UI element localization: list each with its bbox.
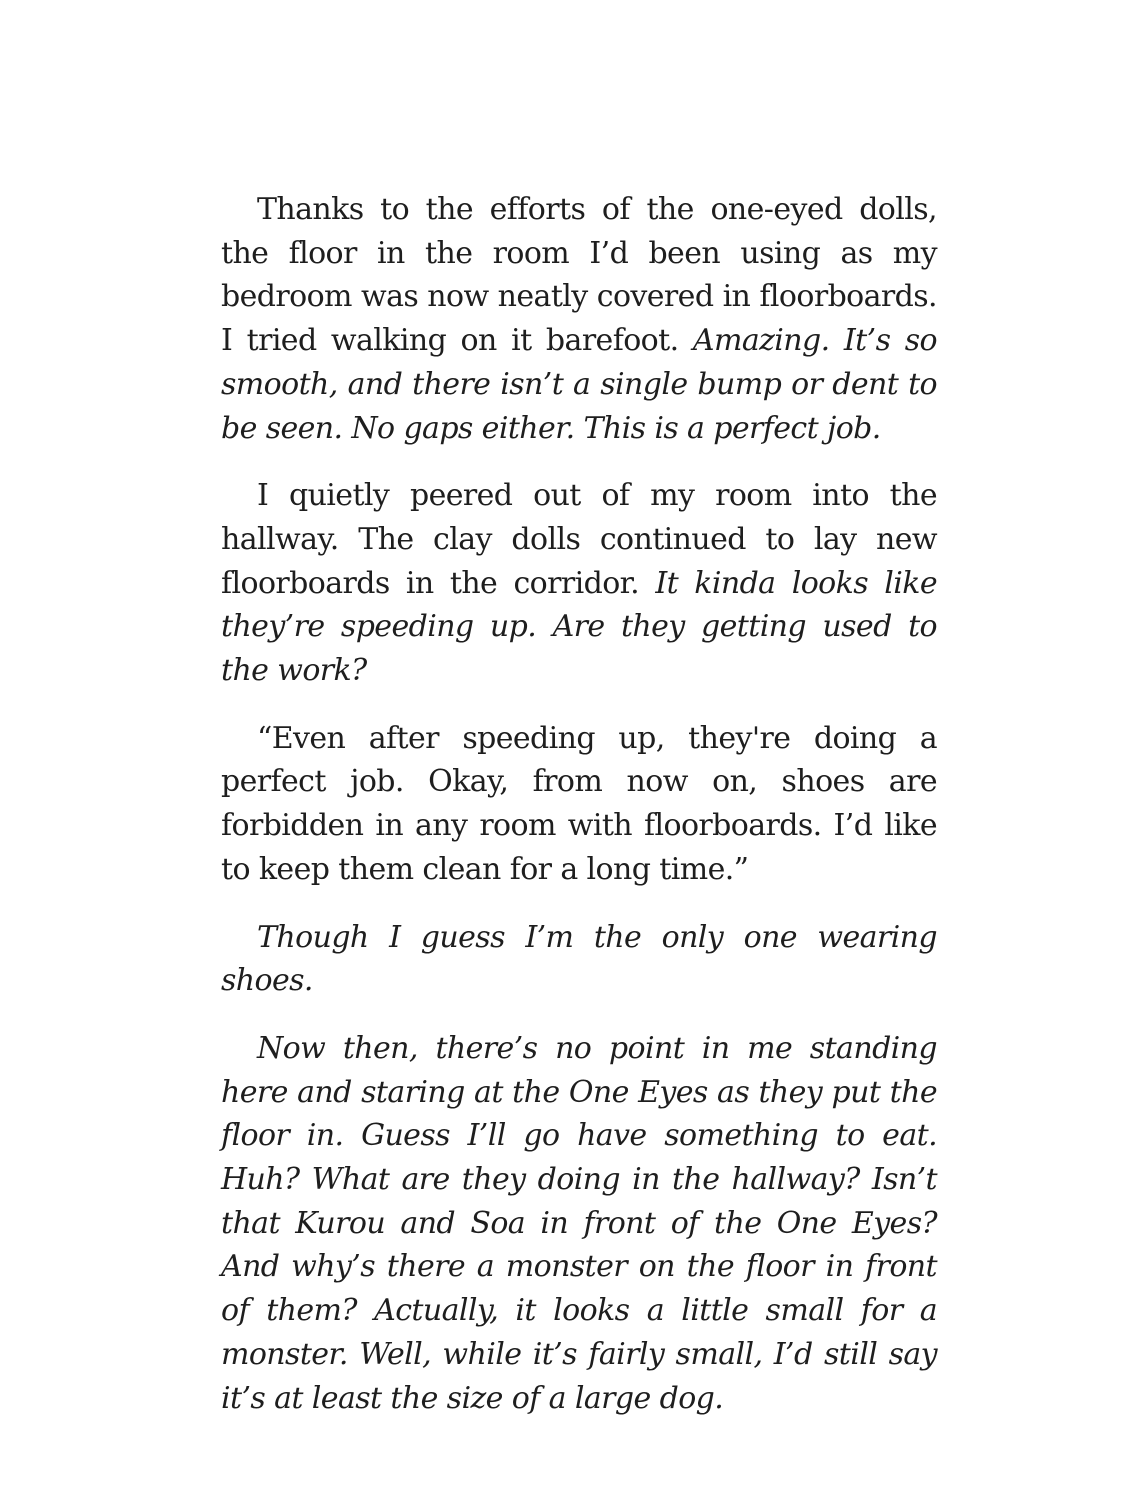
paragraph-5-text: Now then, there’s no point in me standing here and staring at the One Eyes as they put the floor in. Guess I’ll go have something to eat. Huh? What are they doing in the hallway? Isn’t that Kurou and Soa in front of the One Eyes? And why’s there a monster on the floor in front of them? Actually, it looks a little small for a monster. Well, while it’s fairly small, I’d still say it’s at least the size of a large dog. bbox=[221, 1030, 937, 1416]
paragraph-1 bbox=[221, 188, 937, 450]
paragraph-2-text: I quietly peered out of my room into the hallway. The clay dolls continued to lay new floorboards in the corridor. bbox=[221, 478, 937, 601]
paragraph-1-text: Thanks to the efforts of the one-eyed dolls, the floor in the room I’d been using as my bedroom was now neatly covered in floorboards. I tried walking on it barefoot. bbox=[221, 192, 937, 359]
book-page bbox=[221, 188, 937, 1420]
paragraph-4-text: Though I guess I’m the only one wearing shoes. bbox=[221, 919, 937, 999]
paragraph-3-text: “Even after speeding up, they're doing a perfect job. Okay, from now on, shoes are forbidden in any room with floorboards. I’d like to keep them clean for a long time.” bbox=[221, 720, 937, 887]
paragraph-2 bbox=[221, 474, 937, 693]
paragraph-3-dialogue bbox=[221, 717, 937, 892]
paragraph-5-thought bbox=[221, 1027, 937, 1420]
paragraph-4-thought bbox=[221, 916, 937, 1003]
paragraph-2-thought: It kinda looks like they’re speeding up. Are they getting used to the work? bbox=[221, 565, 937, 689]
paragraph-1-thought: Amazing. It’s so smooth, and there isn’t a single bump or dent to be seen. No gaps either. This is a perfect job. bbox=[221, 323, 937, 446]
